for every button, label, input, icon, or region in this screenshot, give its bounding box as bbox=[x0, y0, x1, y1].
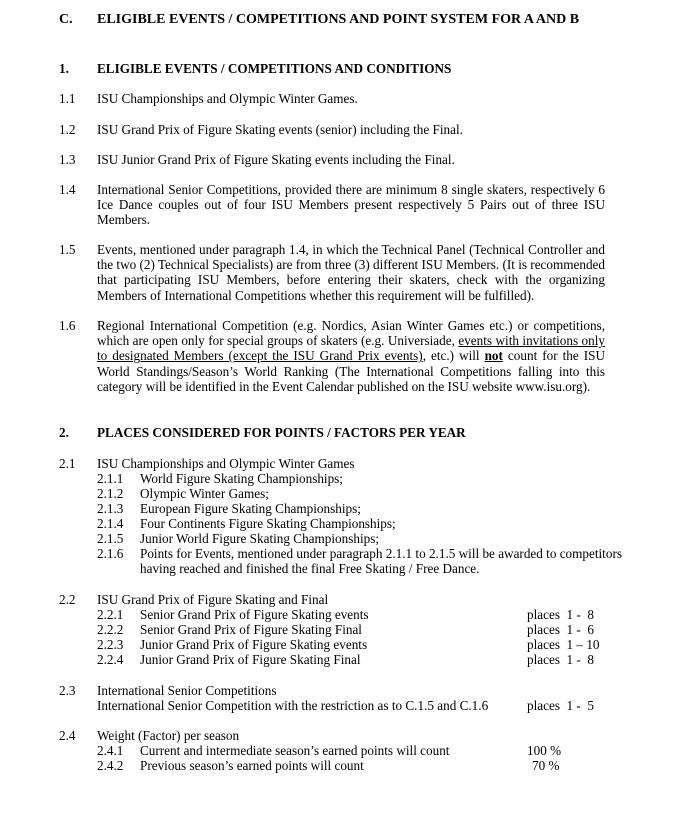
places-range: places 1 – 10 bbox=[527, 637, 600, 652]
weight-percent: 70 % bbox=[532, 758, 560, 773]
sub-number: 2.1.6 bbox=[97, 546, 124, 561]
places-range: places 1 - 5 bbox=[527, 698, 595, 713]
heading-1-number: 1. bbox=[59, 61, 69, 76]
sub-text: Points for Events, mentioned under paragraph 2.1.1 to 2.1.5 will be awarded to competitors bbox=[140, 546, 622, 561]
item-number: 2.4 bbox=[59, 728, 76, 743]
item-number: 1.5 bbox=[59, 242, 76, 257]
item-number: 1.2 bbox=[59, 122, 76, 137]
sub-number: 2.1.2 bbox=[97, 486, 124, 501]
places-range: places 1 - 8 bbox=[527, 607, 595, 622]
item-number: 2.2 bbox=[59, 592, 76, 607]
item-number: 2.1 bbox=[59, 456, 76, 471]
sub-number: 2.2.1 bbox=[97, 607, 124, 622]
sub-number: 2.1.3 bbox=[97, 501, 124, 516]
item-text: ISU Junior Grand Prix of Figure Skating events including the Final. bbox=[97, 152, 455, 167]
item-text-part: count for the ISU World Standings/Season’s World Ranking (The International Competitions falling into this category will be identified in the Event Calendar published on the ISU website www.isu.org). bbox=[97, 348, 605, 394]
item-number: 1.6 bbox=[59, 318, 76, 333]
heading-2-number: 2. bbox=[59, 425, 69, 440]
item-number: 1.3 bbox=[59, 152, 76, 167]
underlined-text: events with invitations only to designated Members (except the ISU Grand Prix events) bbox=[97, 333, 605, 364]
item-title: Weight (Factor) per season bbox=[97, 728, 240, 743]
places-range: places 1 - 6 bbox=[527, 622, 595, 637]
item-title: International Senior Competitions bbox=[97, 683, 277, 698]
sub-text: Senior Grand Prix of Figure Skating events bbox=[140, 607, 369, 622]
item-text: ISU Grand Prix of Figure Skating events (senior) including the Final. bbox=[97, 122, 463, 137]
section-letter: C. bbox=[59, 12, 73, 27]
item-text-part: , etc.) will bbox=[422, 348, 485, 364]
sub-number: 2.1.4 bbox=[97, 516, 124, 531]
sub-number: 2.2.3 bbox=[97, 637, 124, 652]
sub-text: Olympic Winter Games; bbox=[140, 486, 269, 501]
sub-number: 2.1.5 bbox=[97, 531, 124, 546]
item-number: 1.4 bbox=[59, 182, 76, 197]
item-text-part: Regional International Competition (e.g. Nordics, Asian Winter Games etc.) or competitions, which are open only for special groups of skaters (e.g. Universiade, bbox=[97, 318, 605, 349]
item-title: ISU Grand Prix of Figure Skating and Final bbox=[97, 592, 329, 607]
item-text: ISU Championships and Olympic Winter Games. bbox=[97, 91, 358, 106]
sub-text: Senior Grand Prix of Figure Skating Final bbox=[140, 622, 362, 637]
heading-2-title: PLACES CONSIDERED FOR POINTS / FACTORS PER YEAR bbox=[97, 425, 466, 440]
sub-number: 2.4.2 bbox=[97, 758, 124, 773]
item-text: Events, mentioned under paragraph 1.4, in which the Technical Panel (Technical Controller and the two (2) Technical Specialists) are from three (3) different ISU Members. (It is recommended that participating ISU Members, before entering their skaters, check with the organizing Members of International Competitions whether this requirement will be fulfilled). bbox=[97, 242, 605, 303]
weight-percent: 100 % bbox=[527, 743, 562, 758]
item-number: 1.1 bbox=[59, 91, 76, 106]
sub-text: Junior World Figure Skating Championships; bbox=[140, 531, 380, 546]
sub-text: Previous season’s earned points will count bbox=[140, 758, 364, 773]
section-title: ELIGIBLE EVENTS / COMPETITIONS AND POINT SYSTEM FOR A AND B bbox=[97, 12, 580, 27]
sub-text: World Figure Skating Championships; bbox=[140, 471, 343, 486]
heading-1-title: ELIGIBLE EVENTS / COMPETITIONS AND CONDITIONS bbox=[97, 61, 452, 76]
sub-number: 2.2.4 bbox=[97, 652, 124, 667]
sub-text: European Figure Skating Championships; bbox=[140, 501, 361, 516]
item-number: 2.3 bbox=[59, 683, 76, 698]
sub-text: Current and intermediate season’s earned points will count bbox=[140, 743, 450, 758]
sub-text: Junior Grand Prix of Figure Skating events bbox=[140, 637, 368, 652]
sub-text-continued: having reached and finished the final Free Skating / Free Dance. bbox=[140, 561, 480, 576]
sub-text: Junior Grand Prix of Figure Skating Final bbox=[140, 652, 361, 667]
sub-number: 2.1.1 bbox=[97, 471, 124, 486]
item-text: International Senior Competitions, provided there are minimum 8 single skaters, respectively 6 Ice Dance couples out of four ISU Members present respectively 5 Pairs out of three ISU Members. bbox=[97, 182, 605, 228]
item-text: International Senior Competition with the restriction as to C.1.5 and C.1.6 bbox=[97, 698, 489, 713]
item-title: ISU Championships and Olympic Winter Games bbox=[97, 456, 355, 471]
sub-text: Four Continents Figure Skating Championships; bbox=[140, 516, 396, 531]
sub-number: 2.2.2 bbox=[97, 622, 124, 637]
places-range: places 1 - 8 bbox=[527, 652, 595, 667]
sub-number: 2.4.1 bbox=[97, 743, 124, 758]
emphasis-not: not bbox=[484, 348, 503, 364]
item-text bbox=[97, 318, 605, 394]
